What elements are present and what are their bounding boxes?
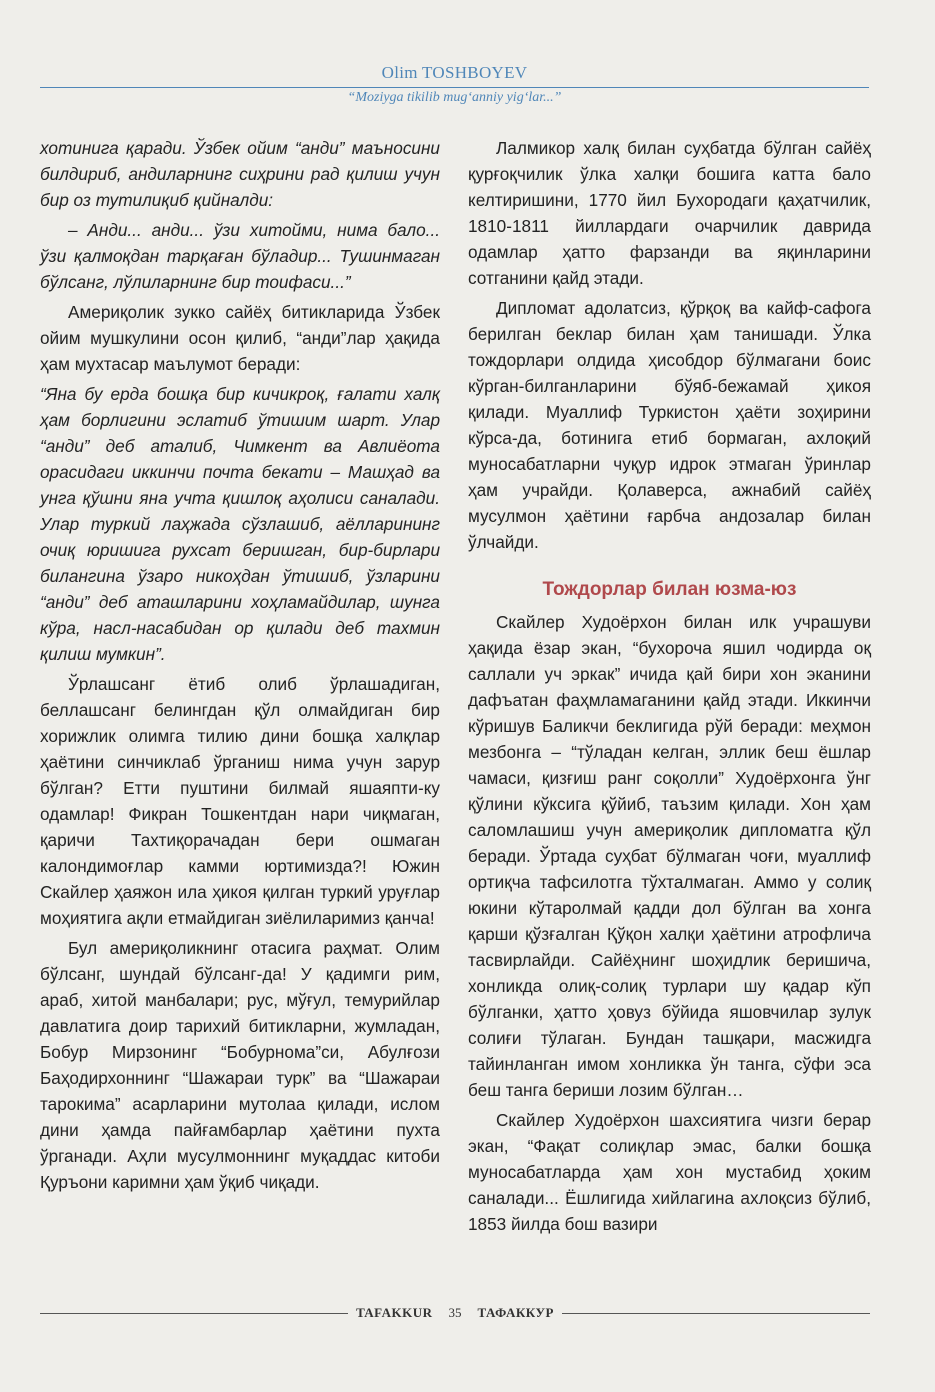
- paragraph: Лалмикор халқ билан суҳбатда бўлган сайёҳ қурғоқчилик ўлка халқи бошига катта бало келтиришини, 1770 йил Бухородаги қаҳатчилик, 1810-1811 йиллардаги очарчилик даврида одамлар ҳатто фарзанди ва яқинларини сотганини қайд этади.: [468, 138, 871, 288]
- right-column: [468, 135, 871, 1241]
- footer-rule-right: [562, 1313, 870, 1314]
- paragraph: Бул америқоликнинг отасига раҳмат. Олим бўлсанг, шундай бўлсанг-да! У қадимги рим, араб, хитой манбалари; рус, мўғул, темурийлар давлатига доир тарихий битикларни, жумладан, Бобур Мирзонинг “Бобурнома”си, Абулғози Баҳодирхоннинг “Шажараи турк” ва “Шажараи тарокима” асарларини мутолаа қилади, ислом дини ҳамда пайғамбарлар ҳаётини пухта ўрганади. Аҳли мусулмоннинг муқаддас китоби Қуръони каримни ҳам ўқиб чиқади.: [40, 938, 440, 1192]
- header-author: Olim TOSHBOYEV: [381, 63, 528, 82]
- paragraph: “Яна бу ерда бошқа бир кичикроқ, ғалати халқ ҳам борлигини эслатиб ўтишим шарт. Улар “анди” деб аталиб, Чимкент ва Авлиёота орасидаги иккинчи почта бекати – Машҳад ва унга қўшни яна учта қишлоқ аҳолиси саналади. Улар туркий лаҳжада сўзлашиб, аёлларининг очиқ юришига рухсат беришган, бир-бирлари билангина ўзаро никоҳдан ўтишиб, ўзларини “анди” деб аташларини хоҳламайдилар, шунга кўра, насл-насабидан ор қилади деб тахмин қилиш мумкин”.: [40, 384, 440, 664]
- footer-title-cyrillic: ТАФАККУР: [477, 1305, 554, 1320]
- header-rule: [40, 87, 869, 88]
- footer-title-latin: TAFAKKUR: [356, 1305, 433, 1320]
- paragraph: Дипломат адолатсиз, қўрқоқ ва кайф-сафога берилган беклар билан ҳам танишади. Ўлка тождорлари олдида ҳисобдор бўлмагани боис кўрган-билганларини бўяб-бежамай ҳикоя қилади. Муаллиф Туркистон ҳаёти зоҳирини кўрса-да, ботинига етиб бормаган, ахлоқий муносабатларни чуқур идрок этмаган ўринлар ҳам учрайди. Қолаверса, ажнабий сайёҳ мусулмон ҳаётини ғарбча андозалар билан ўлчайди.: [468, 298, 871, 552]
- paragraph: Ўрлашсанг ётиб олиб ўрлашадиган, беллашсанг белингдан қўл олмайдиган бир хорижлик олимга тилию дини бошқа халқлар ҳаётини синчиклаб ўрганиш нима учун зарур бўлган? Етти пуштини билмай яшаяпти-ку одамлар! Фикран Тошкентдан нари чиқмаган, қаричи Тахтиқорачадан бери ошмаган калондимоғлар камми юртимизда?! Южин Скайлер ҳаяжон ила ҳикоя қилган туркий уруғлар моҳиятига ақли етмайдиган зиёлиларимиз қанча!: [40, 674, 440, 928]
- paragraph: Скайлер Худоёрхон билан илк учрашуви ҳақида ёзар экан, “бухороча яшил чодирда оқ саллали уч эркак” ичида қай бири хон эканини дафъатан фаҳмламаганини қайд этади. Иккинчи кўришув Баликчи беклигида рўй беради: меҳмон мезбонга – “тўладан келган, эллик беш ёшлар чамаси, қизғиш ранг соқолли” Худоёрхонга ўнг қўлини кўксига қўйиб, таъзим қилади. Хон ҳам саломлашиш учун америқолик дипломатга қўл беради. Ўртада суҳбат бўлмаган чоғи, муаллиф ортиқча тафсилотга тўхталмаган. Аммо у солиқ юкини кўтаролмай қадди дол бўлган ва хонга қарши қўзғалган Қўқон халқи ҳаётини атрофлича тасвирлайди. Сайёҳнинг шоҳидлик беришича, хонликда олиқ-солиқ турлари шу қадар кўп бўлганки, ҳатто ҳовуз бўйида яшовчилар зулук солиғи тўлаган. Бундан ташқари, масжидга тайинланган имом хонликка ўн танга, сўфи эса беш танга бериши лозим бўлган…: [468, 612, 871, 1100]
- section-heading: Тождорлар билан юзма-юз: [542, 579, 797, 600]
- running-footer: [40, 1301, 870, 1325]
- left-column: [40, 135, 440, 1199]
- footer-rule-left: [40, 1313, 348, 1314]
- running-header: [40, 62, 869, 106]
- paragraph: – Анди... анди... ўзи хитойми, нима бало... ўзи қалмоқдан тарқаған бўладир... Тушинмаган бўлсанг, лўлиларнинг бир тоифаси...”: [40, 220, 440, 292]
- paragraph: Скайлер Худоёрхон шахсиятига чизги берар экан, “Фақат солиқлар эмас, балки бошқа муносабатларда ҳам хон мустабид ҳоким саналади... Ёшлигида хийлагина ахлоқсиз бўлиб, 1853 йилда бош вазири: [468, 1110, 871, 1234]
- paragraph: хотинига қаради. Ўзбек ойим “анди” маъносини билдириб, андиларнинг сиҳрини рад қилиш учун бир оз тутилиқиб қийналди:: [40, 138, 440, 210]
- header-subtitle: “Moziyga tikilib mug‘anniy yig‘lar...”: [347, 90, 562, 105]
- paragraph: Америқолик зукко сайёҳ битикларида Ўзбек ойим мушкулини осон қилиб, “анди”лар ҳақида ҳам мухтасар маълумот беради:: [40, 302, 440, 374]
- page-number: 35: [448, 1305, 462, 1320]
